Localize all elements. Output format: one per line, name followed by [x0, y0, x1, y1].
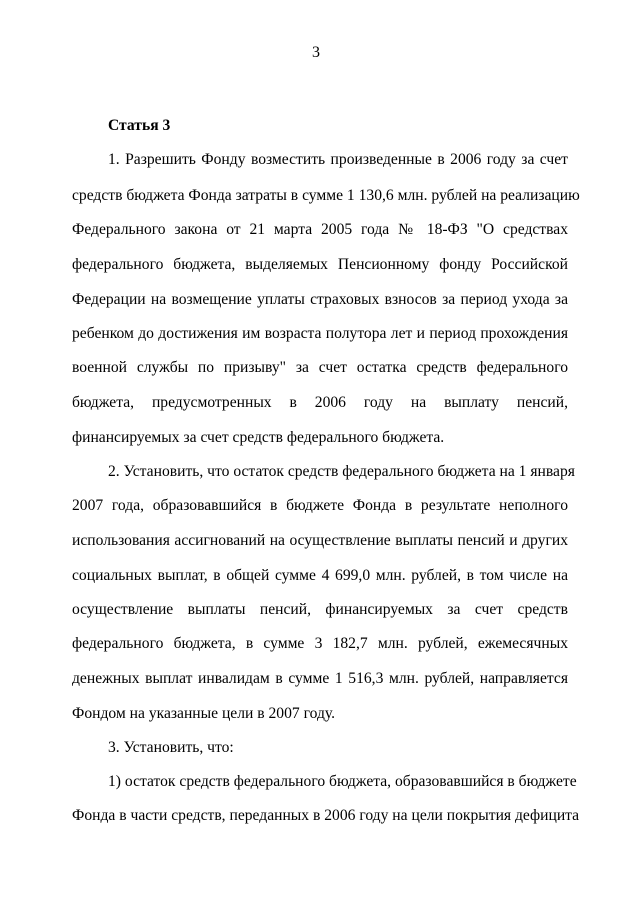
- text-line: военной службы по призыву" за счет остатка средств федерального: [72, 359, 568, 376]
- text-line: 1. Разрешить Фонду возместить произведенные в 2006 году за счет: [108, 151, 568, 168]
- text-line: Федерального закона от 21 марта 2005 года № 18-ФЗ "О средствах: [72, 221, 568, 238]
- text-line: средств бюджета Фонда затраты в сумме 1 130,6 млн. рублей на реализацию: [72, 187, 580, 204]
- text-line: федерального бюджета, выделяемых Пенсионному фонду Российской: [72, 256, 568, 273]
- text-line: социальных выплат, в общей сумме 4 699,0 млн. рублей, в том числе на: [72, 567, 568, 584]
- text-line: Фонда в части средств, переданных в 2006 году на цели покрытия дефицита: [72, 807, 580, 824]
- page-number: 3: [312, 44, 320, 61]
- text-line: 3. Установить, что:: [108, 739, 234, 756]
- text-line: осуществление выплаты пенсий, финансируемых за счет средств: [72, 601, 568, 618]
- text-line: Федерации на возмещение уплаты страховых взносов за период ухода за: [72, 291, 568, 308]
- text-line: денежных выплат инвалидам в сумме 1 516,3 млн. рублей, направляется: [72, 670, 568, 687]
- article-heading: Статья 3: [108, 117, 171, 134]
- text-line: 2007 года, образовавшийся в бюджете Фонда в результате неполного: [72, 497, 568, 514]
- text-line: 2. Установить, что остаток средств федерального бюджета на 1 января: [108, 463, 575, 480]
- text-line: бюджета, предусмотренных в 2006 году на выплату пенсий,: [72, 394, 568, 411]
- text-line: федерального бюджета, в сумме 3 182,7 млн. рублей, ежемесячных: [72, 635, 568, 652]
- text-line: использования ассигнований на осуществление выплаты пенсий и других: [72, 532, 568, 549]
- text-line: ребенком до достижения им возраста полутора лет и период прохождения: [72, 325, 568, 342]
- text-line: Фондом на указанные цели в 2007 году.: [72, 705, 336, 722]
- text-line: 1) остаток средств федерального бюджета, образовавшийся в бюджете: [108, 773, 577, 790]
- text-line: финансируемых за счет средств федерального бюджета.: [72, 429, 445, 446]
